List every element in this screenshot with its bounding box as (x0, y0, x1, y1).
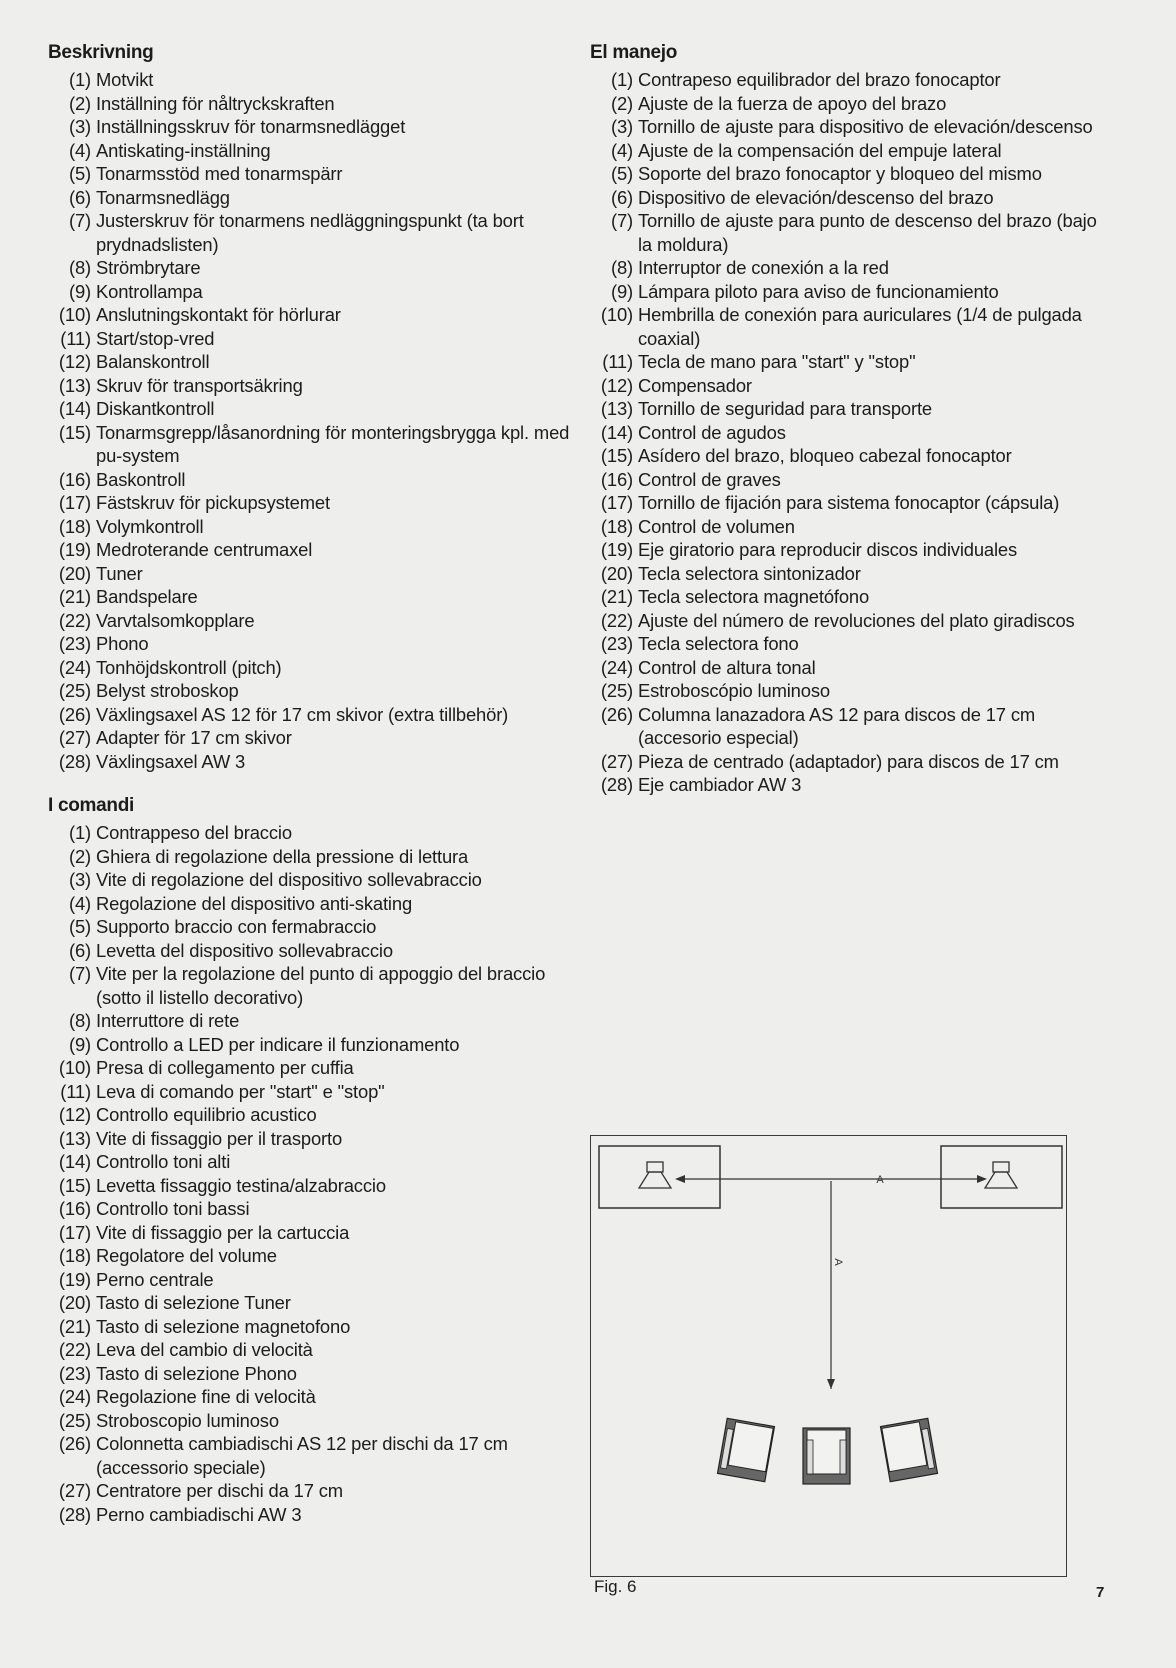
item-text: Vite di fissaggio per la cartuccia (96, 1221, 350, 1243)
item-number: (14) (600, 421, 633, 443)
item-text: Perno cambiadischi AW 3 (96, 1503, 302, 1525)
spanish-item (590, 750, 1100, 774)
vertical-label: A (832, 1258, 844, 1266)
chair-center-icon (803, 1428, 850, 1484)
italian-item (48, 1197, 578, 1221)
item-number: (28) (600, 774, 633, 795)
item-text: Presa di collegamento per cuffia (96, 1057, 354, 1078)
item-number: (12) (58, 1104, 91, 1125)
italian-list (48, 821, 578, 1526)
item-text: Eje cambiador AW 3 (638, 774, 802, 795)
swedish-item (48, 726, 578, 750)
swedish-item (48, 632, 578, 656)
spanish-item (590, 162, 1100, 186)
swedish-item (48, 609, 578, 633)
italian-item (48, 1338, 578, 1362)
item-number: (4) (610, 139, 633, 161)
item-number: (23) (600, 633, 633, 654)
spanish-item (590, 186, 1100, 210)
item-text: Diskantkontroll (96, 398, 215, 419)
italian-item (48, 1127, 578, 1151)
item-number: (6) (68, 186, 91, 208)
italian-item (48, 1221, 578, 1245)
swedish-item (48, 209, 578, 256)
item-text: Ajuste de la compensación del empuje lateral (638, 139, 1002, 161)
item-text: Lámpara piloto para aviso de funcionamiento (638, 280, 999, 302)
item-number: (15) (58, 1174, 91, 1196)
item-number: (22) (58, 609, 91, 631)
spanish-item (590, 374, 1100, 398)
italian-item (48, 1291, 578, 1315)
spanish-item (590, 139, 1100, 163)
item-number: (9) (610, 280, 633, 302)
swedish-item (48, 515, 578, 539)
item-text: Control de agudos (638, 421, 786, 443)
item-number: (18) (58, 1245, 91, 1266)
item-text: Inställning för nåltryckskraften (96, 92, 335, 114)
spanish-item (590, 656, 1100, 680)
item-number: (5) (68, 163, 91, 184)
item-text: Tornillo de ajuste para dispositivo de elevación/descenso (638, 116, 1093, 137)
italian-item (48, 962, 578, 1009)
italian-item (48, 1503, 578, 1527)
item-number: (25) (58, 680, 91, 701)
spanish-item (590, 562, 1100, 586)
item-number: (10) (600, 304, 633, 325)
item-text: Tuner (96, 562, 143, 584)
item-number: (21) (600, 586, 633, 607)
item-text: Estroboscópio luminoso (638, 680, 830, 701)
item-text: Colonnetta cambiadischi AS 12 per dischi da 17 cm (accessorio speciale) (96, 1433, 508, 1478)
item-text: Volymkontroll (96, 515, 204, 537)
item-number: (24) (600, 656, 633, 678)
page-number: 7 (1096, 1584, 1105, 1601)
item-number: (11) (60, 1080, 91, 1102)
swedish-item (48, 256, 578, 280)
item-text: Ajuste de la fuerza de apoyo del brazo (638, 92, 947, 114)
item-text: Tornillo de fijación para sistema fonocaptor (cápsula) (638, 492, 1060, 513)
item-number: (3) (68, 869, 91, 890)
item-text: Tonhöjdskontroll (pitch) (96, 656, 282, 678)
swedish-item (48, 303, 578, 327)
item-number: (4) (68, 892, 91, 914)
swedish-item (48, 186, 578, 210)
item-text: Asídero del brazo, bloqueo cabezal fonocaptor (638, 445, 1012, 466)
item-number: (23) (58, 1362, 91, 1384)
item-text: Dispositivo de elevación/descenso del brazo (638, 186, 994, 208)
item-text: Contrappeso del braccio (96, 822, 292, 843)
item-number: (11) (60, 327, 91, 349)
item-text: Regolazione fine di velocità (96, 1386, 316, 1407)
item-number: (25) (600, 680, 633, 701)
item-number: (7) (68, 963, 91, 984)
item-text: Adapter för 17 cm skivor (96, 727, 292, 748)
item-number: (17) (58, 1221, 91, 1243)
item-text: Control de graves (638, 468, 781, 490)
item-number: (18) (58, 515, 91, 537)
item-text: Tornillo de seguridad para transporte (638, 398, 932, 419)
item-text: Control de volumen (638, 515, 795, 537)
item-text: Justerskruv för tonarmens nedläggningspunkt (ta bort prydnadslisten) (96, 210, 524, 255)
item-number: (6) (610, 186, 633, 208)
item-number: (15) (58, 421, 91, 443)
item-number: (28) (58, 750, 91, 772)
item-number: (8) (68, 257, 91, 278)
left-speaker-icon (639, 1162, 671, 1188)
swedish-item (48, 350, 578, 374)
spanish-item (590, 256, 1100, 280)
italian-item (48, 1009, 578, 1033)
item-number: (25) (58, 1409, 91, 1431)
left-arrowhead (675, 1175, 685, 1183)
item-text: Varvtalsomkopplare (96, 609, 255, 631)
item-text: Tonarmsgrepp/låsanordning för monteringsbrygga kpl. med pu-system (96, 421, 570, 466)
item-number: (20) (58, 562, 91, 584)
bottom-arrowhead (827, 1379, 835, 1389)
swedish-item (48, 327, 578, 351)
swedish-item (48, 562, 578, 586)
item-text: Centratore per dischi da 17 cm (96, 1480, 343, 1501)
item-number: (28) (58, 1503, 91, 1525)
figure-caption: Fig. 6 (594, 1577, 637, 1596)
spanish-item (590, 679, 1100, 703)
item-text: Kontrollampa (96, 280, 203, 302)
swedish-section (48, 42, 578, 773)
spanish-item (590, 397, 1100, 421)
item-text: Skruv för transportsäkring (96, 374, 303, 396)
item-text: Baskontroll (96, 468, 186, 490)
item-number: (17) (600, 492, 633, 513)
item-number: (14) (58, 1151, 91, 1172)
swedish-item (48, 397, 578, 421)
right-speaker-box (941, 1146, 1062, 1208)
item-number: (21) (58, 1315, 91, 1337)
right-speaker-icon (985, 1162, 1017, 1188)
spanish-item (590, 209, 1100, 256)
italian-heading: I comandi (48, 795, 134, 816)
chair-left-icon (718, 1418, 775, 1481)
swedish-item (48, 115, 578, 139)
item-text: Levetta del dispositivo sollevabraccio (96, 939, 393, 961)
item-number: (26) (58, 703, 91, 725)
item-text: Växlingsaxel AS 12 för 17 cm skivor (extra tillbehör) (96, 703, 509, 725)
item-number: (26) (58, 1433, 91, 1454)
item-text: Vite di regolazione del dispositivo sollevabraccio (96, 869, 482, 890)
item-number: (11) (602, 351, 633, 372)
item-number: (19) (58, 1268, 91, 1290)
spanish-item (590, 703, 1100, 750)
spanish-item (590, 303, 1100, 350)
italian-item (48, 845, 578, 869)
swedish-item (48, 374, 578, 398)
spanish-list (590, 68, 1100, 797)
spanish-item (590, 538, 1100, 562)
item-number: (19) (600, 539, 633, 560)
item-number: (16) (58, 1198, 91, 1219)
item-text: Controllo toni bassi (96, 1198, 250, 1219)
item-text: Tecla selectora fono (638, 633, 799, 654)
item-text: Tecla selectora magnetófono (638, 586, 870, 607)
item-number: (20) (58, 1292, 91, 1313)
item-number: (9) (68, 1033, 91, 1055)
item-text: Balanskontroll (96, 351, 210, 372)
item-number: (2) (68, 92, 91, 114)
item-text: Hembrilla de conexión para auriculares (1/4 de pulgada coaxial) (638, 304, 1082, 349)
item-number: (15) (600, 445, 633, 466)
item-text: Antiskating-inställning (96, 139, 271, 161)
item-text: Contrapeso equilibrador del brazo fonocaptor (638, 69, 1001, 90)
item-number: (16) (600, 468, 633, 490)
item-number: (27) (600, 750, 633, 772)
item-number: (24) (58, 656, 91, 678)
left-column (48, 42, 578, 1526)
spanish-item (590, 444, 1100, 468)
item-text: Columna lanazadora AS 12 para discos de 17 cm (accesorio especial) (638, 703, 1036, 748)
chair-right-icon (881, 1418, 938, 1481)
spanish-item (590, 92, 1100, 116)
item-text: Supporto braccio con fermabraccio (96, 916, 377, 937)
swedish-item (48, 162, 578, 186)
italian-item (48, 821, 578, 845)
italian-section (48, 821, 578, 1526)
swedish-item (48, 139, 578, 163)
item-text: Controllo equilibrio acustico (96, 1104, 317, 1125)
item-number: (2) (610, 92, 633, 114)
swedish-item (48, 491, 578, 515)
item-text: Soporte del brazo fonocaptor y bloqueo del mismo (638, 163, 1042, 184)
item-text: Levetta fissaggio testina/alzabraccio (96, 1174, 386, 1196)
italian-item (48, 1174, 578, 1198)
item-text: Inställningsskruv för tonarmsnedlägget (96, 116, 406, 137)
swedish-item (48, 703, 578, 727)
item-number: (16) (58, 468, 91, 490)
item-text: Ghiera di regolazione della pressione di lettura (96, 845, 469, 867)
item-number: (13) (58, 1127, 91, 1149)
item-number: (7) (610, 210, 633, 231)
spanish-item (590, 68, 1100, 92)
item-text: Regolatore del volume (96, 1245, 277, 1266)
italian-item (48, 1315, 578, 1339)
item-text: Tornillo de ajuste para punto de descenso del brazo (bajo la moldura) (638, 210, 1097, 255)
item-number: (8) (610, 257, 633, 278)
item-text: Interruttore di rete (96, 1010, 240, 1031)
swedish-item (48, 656, 578, 680)
item-text: Eje giratorio para reproducir discos individuales (638, 539, 1018, 560)
item-number: (14) (58, 398, 91, 419)
item-number: (9) (68, 280, 91, 302)
item-number: (6) (68, 939, 91, 961)
item-text: Ajuste del número de revoluciones del plato giradiscos (638, 609, 1075, 631)
item-number: (22) (58, 1339, 91, 1360)
speaker-placement-figure (590, 1135, 1067, 1577)
item-text: Tecla de mano para "start" y "stop" (638, 351, 916, 372)
swedish-item (48, 679, 578, 703)
item-number: (12) (600, 374, 633, 396)
italian-item (48, 892, 578, 916)
italian-item (48, 1244, 578, 1268)
swedish-item (48, 468, 578, 492)
swedish-item (48, 538, 578, 562)
item-text: Anslutningskontakt för hörlurar (96, 304, 341, 325)
spanish-item (590, 115, 1100, 139)
speaker-diagram (591, 1136, 1068, 1578)
swedish-item (48, 280, 578, 304)
italian-item (48, 1479, 578, 1503)
item-number: (27) (58, 727, 91, 748)
italian-item (48, 1103, 578, 1127)
item-number: (5) (68, 916, 91, 937)
item-text: Motvikt (96, 69, 154, 90)
item-text: Fästskruv för pickupsystemet (96, 492, 330, 513)
item-text: Växlingsaxel AW 3 (96, 750, 246, 772)
item-number: (26) (600, 703, 633, 725)
item-text: Tonarmsnedlägg (96, 186, 230, 208)
spanish-item (590, 280, 1100, 304)
italian-item (48, 1432, 578, 1479)
item-text: Tasto di selezione Phono (96, 1362, 297, 1384)
item-number: (4) (68, 139, 91, 161)
spanish-item (590, 468, 1100, 492)
item-number: (10) (58, 1057, 91, 1078)
spanish-item (590, 632, 1100, 656)
item-number: (10) (58, 304, 91, 325)
italian-item (48, 1080, 578, 1104)
item-number: (2) (68, 845, 91, 867)
item-text: Tonarmsstöd med tonarmspärr (96, 163, 343, 184)
italian-item (48, 1033, 578, 1057)
item-text: Start/stop-vred (96, 327, 215, 349)
item-text: Medroterande centrumaxel (96, 539, 313, 560)
item-text: Control de altura tonal (638, 656, 816, 678)
swedish-item (48, 68, 578, 92)
item-number: (13) (600, 398, 633, 419)
item-number: (8) (68, 1010, 91, 1031)
item-number: (7) (68, 210, 91, 231)
swedish-item (48, 92, 578, 116)
right-arrowhead (977, 1175, 987, 1183)
item-text: Compensador (638, 374, 752, 396)
italian-item (48, 868, 578, 892)
right-column (590, 42, 1100, 797)
item-text: Phono (96, 633, 149, 654)
item-text: Tasto di selezione magnetofono (96, 1315, 351, 1337)
item-number: (17) (58, 492, 91, 513)
italian-item (48, 1150, 578, 1174)
item-number: (27) (58, 1480, 91, 1501)
swedish-list (48, 68, 578, 773)
item-number: (23) (58, 633, 91, 654)
item-text: Vite di fissaggio per il trasporto (96, 1127, 343, 1149)
item-number: (24) (58, 1386, 91, 1407)
italian-item (48, 1385, 578, 1409)
item-number: (3) (68, 116, 91, 137)
spanish-item (590, 421, 1100, 445)
item-number: (18) (600, 515, 633, 537)
italian-item (48, 1409, 578, 1433)
item-text: Controllo toni alti (96, 1151, 231, 1172)
swedish-heading: Beskrivning (48, 42, 154, 63)
item-text: Bandspelare (96, 586, 198, 607)
item-number: (1) (68, 69, 91, 90)
item-text: Controllo a LED per indicare il funzionamento (96, 1033, 460, 1055)
item-text: Regolazione del dispositivo anti-skating (96, 892, 413, 914)
italian-item (48, 1268, 578, 1292)
item-number: (20) (600, 562, 633, 584)
item-text: Belyst stroboskop (96, 680, 239, 701)
spanish-item (590, 491, 1100, 515)
item-number: (22) (600, 609, 633, 631)
horizontal-label: A (876, 1174, 884, 1186)
item-text: Tecla selectora sintonizador (638, 562, 861, 584)
spanish-section (590, 42, 1100, 797)
item-number: (19) (58, 539, 91, 560)
italian-item (48, 939, 578, 963)
item-number: (12) (58, 351, 91, 372)
item-number: (1) (68, 822, 91, 843)
swedish-item (48, 585, 578, 609)
item-number: (3) (610, 116, 633, 137)
left-speaker-box (599, 1146, 720, 1208)
item-text: Vite per la regolazione del punto di appoggio del braccio (sotto il listello decorativo) (96, 963, 546, 1008)
item-text: Perno centrale (96, 1268, 214, 1290)
spanish-item (590, 350, 1100, 374)
spanish-item (590, 585, 1100, 609)
swedish-item (48, 421, 578, 468)
item-number: (5) (610, 163, 633, 184)
item-text: Leva del cambio di velocità (96, 1339, 313, 1360)
item-number: (13) (58, 374, 91, 396)
item-text: Stroboscopio luminoso (96, 1409, 279, 1431)
spanish-item (590, 609, 1100, 633)
item-text: Leva di comando per "start" e "stop" (96, 1080, 385, 1102)
item-text: Interruptor de conexión a la red (638, 257, 889, 278)
item-number: (1) (610, 69, 633, 90)
spanish-item (590, 773, 1100, 797)
swedish-item (48, 750, 578, 774)
italian-item (48, 915, 578, 939)
item-text: Strömbrytare (96, 257, 201, 278)
italian-item (48, 1056, 578, 1080)
item-text: Tasto di selezione Tuner (96, 1292, 291, 1313)
item-number: (21) (58, 586, 91, 607)
spanish-heading: El manejo (590, 42, 678, 63)
spanish-item (590, 515, 1100, 539)
item-text: Pieza de centrado (adaptador) para discos de 17 cm (638, 750, 1059, 772)
italian-item (48, 1362, 578, 1386)
